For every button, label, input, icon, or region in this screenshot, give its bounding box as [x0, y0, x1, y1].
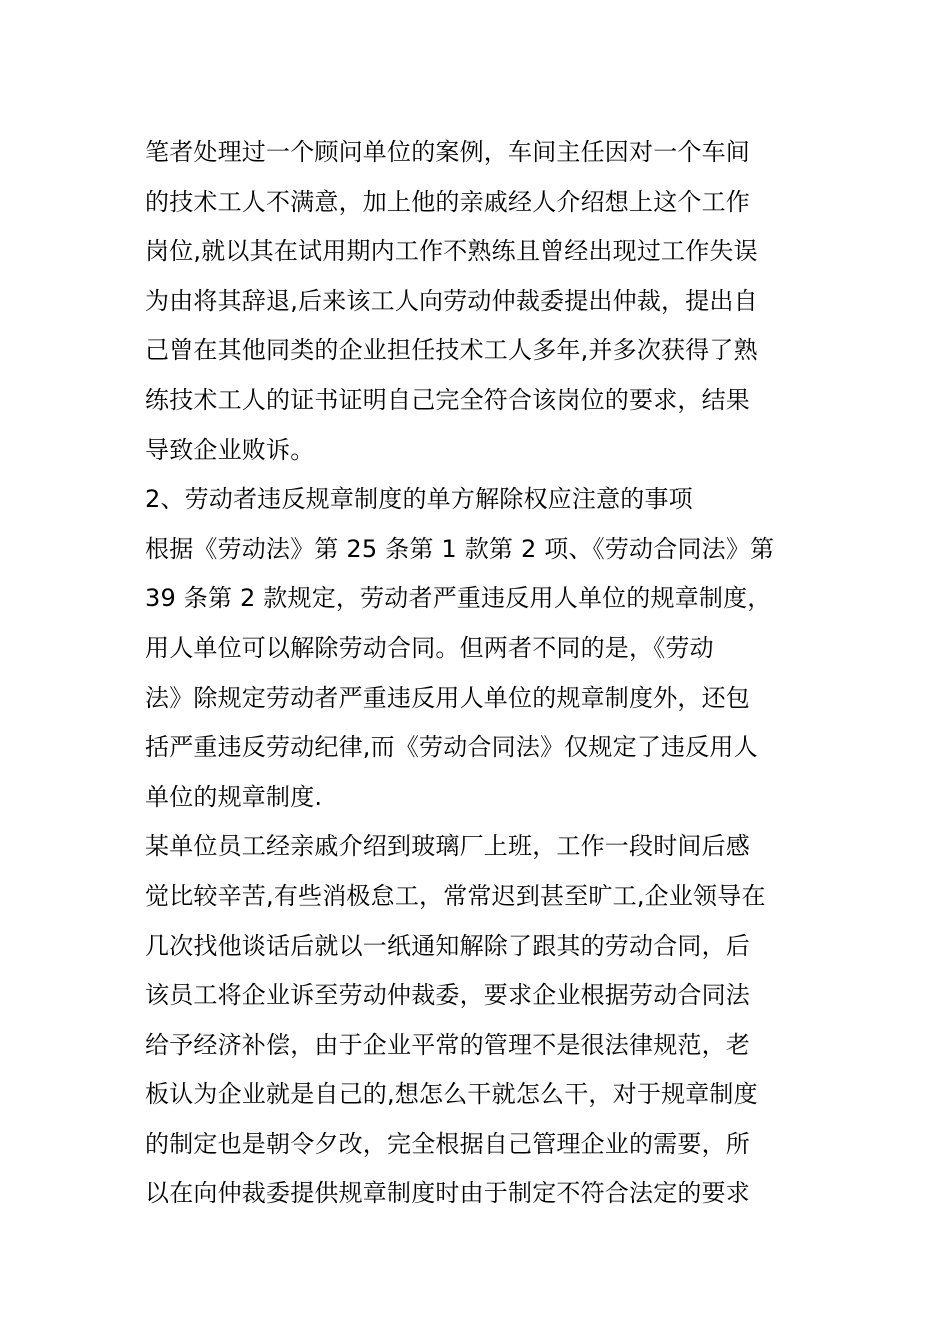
text-line: 笔者处理过一个顾问单位的案例，车间主任因对一个车间: [145, 138, 750, 166]
text-line: 的技术工人不满意，加上他的亲戚经人介绍想上这个工作: [145, 187, 750, 216]
text-line: 某单位员工经亲戚介绍到玻璃厂上班，工作一段时间后感: [145, 832, 750, 861]
document-body: [145, 128, 825, 1219]
text-line: 括严重违反劳动纪律,而《劳动合同法》仅规定了违反用人: [145, 733, 758, 762]
text-line: 该员工将企业诉至劳动仲裁委，要求企业根据劳动合同法: [145, 981, 750, 1010]
text-line: 几次找他谈话后就以一纸通知解除了跟其的劳动合同，后: [145, 931, 750, 960]
text-line: 岗位,就以其在试用期内工作不熟练且曾经出现过工作失误: [145, 237, 758, 266]
text-line: 导致企业败诉。: [145, 435, 315, 464]
text-line: 的制定也是朝令夕改，完全根据自己管理企业的需要，所: [145, 1129, 750, 1158]
text-line: 给予经济补偿，由于企业平常的管理不是很法律规范，老: [145, 1030, 750, 1059]
text-line: 39 条第 2 款规定，劳动者严重违反用人单位的规章制度，: [145, 584, 772, 613]
text-line: 己曾在其他同类的企业担任技术工人多年,并多次获得了熟: [145, 336, 758, 365]
text-line: 以在向仲裁委提供规章制度时由于制定不符合法定的要求: [145, 1179, 750, 1208]
text-line: 为由将其辞退,后来该工人向劳动仲裁委提出仲裁，提出自: [145, 286, 758, 315]
text-line: 单位的规章制度.: [145, 782, 323, 811]
text-line: 练技术工人的证书证明自己完全符合该岗位的要求，结果: [145, 385, 750, 414]
section-heading: 2、劳动者违反规章制度的单方解除权应注意的事项: [145, 485, 693, 514]
text-line: 法》除规定劳动者严重违反用人单位的规章制度外，还包: [145, 683, 750, 712]
text-line: 用人单位可以解除劳动合同。但两者不同的是，《劳动: [145, 633, 714, 662]
text-line: 根据《劳动法》第 25 条第 1 款第 2 项、《劳动合同法》第: [145, 534, 775, 563]
text-line: 觉比较辛苦,有些消极怠工，常常迟到甚至旷工,企业领导在: [145, 881, 766, 910]
text-line: 板认为企业就是自己的,想怎么干就怎么干，对于规章制度: [145, 1080, 758, 1109]
